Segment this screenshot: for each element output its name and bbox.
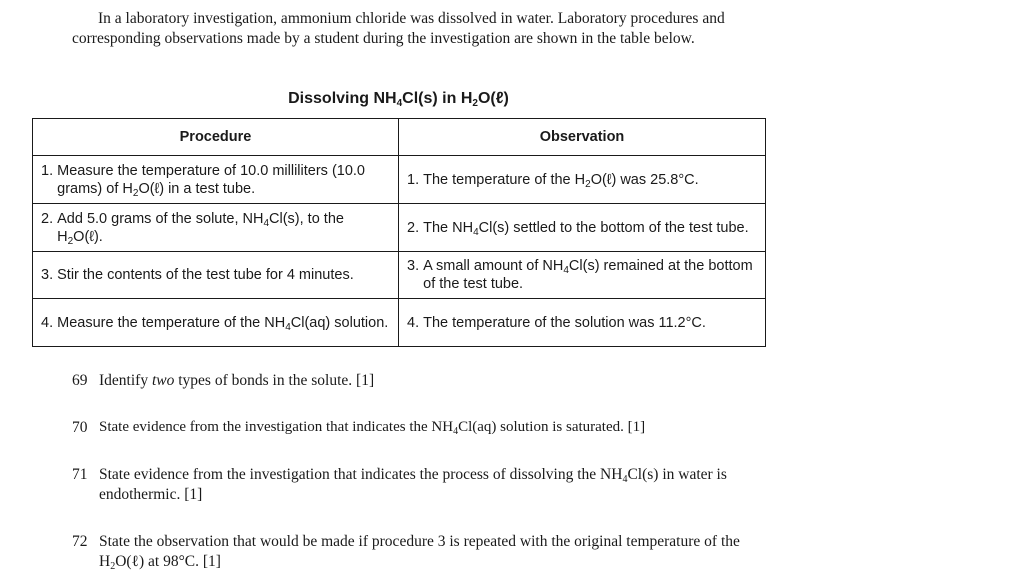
- table-row: [33, 299, 766, 347]
- question-number: 70: [72, 419, 88, 436]
- procedure-cell: 2. Add 5.0 grams of the solute, $NH_4Cl(s)$, to the $H_2O(\ell)$.: [33, 204, 399, 252]
- question-text: State the observation that would be made if procedure 3 is repeated with the original temperature of the $H_2O(\ell)$ at 98°C. [1]: [99, 533, 740, 572]
- table-row: [33, 204, 766, 252]
- observation-cell: 1. The temperature of the $H_2O(\ell)$ was 25.8°C.: [399, 156, 766, 204]
- table-row: [33, 156, 766, 204]
- procedure-cell: 1. Measure the temperature of 10.0 milliliters (10.0 grams) of $H_2O(\ell)$ in a test tube.: [33, 156, 399, 204]
- observation-header: Observation: [399, 119, 766, 156]
- question-number: 71: [72, 466, 88, 483]
- question-number: 72: [72, 533, 88, 550]
- table-title: Dissolving $NH_4Cl(s)$ in $H_2O(\ell)$: [288, 90, 509, 109]
- question-72: [72, 532, 752, 571]
- table-header-row: [33, 119, 766, 156]
- question-70: [72, 418, 752, 438]
- observation-cell: 3. A small amount of $NH_4Cl(s)$ remained at the bottom of the test tube.: [399, 252, 766, 299]
- table-row: [33, 252, 766, 299]
- question-text: State evidence from the investigation that indicates the $NH_4Cl(aq)$ solution is saturated. [1]: [99, 419, 646, 437]
- question-69: [72, 371, 752, 391]
- question-number: 69: [72, 372, 88, 389]
- observation-cell: 2. The $NH_4Cl(s)$ settled to the bottom of the test tube.: [399, 204, 766, 252]
- question-71: [72, 465, 752, 504]
- procedure-cell: 3. Stir the contents of the test tube for 4 minutes.: [33, 252, 399, 299]
- procedure-header: Procedure: [33, 119, 399, 156]
- question-text: State evidence from the investigation that indicates the process of dissolving the $NH_4Cl(s)$ in water is endothermic. [1]: [99, 466, 727, 503]
- question-text: Identify two types of bonds in the solute. [1]: [99, 372, 375, 389]
- procedure-cell: 4. Measure the temperature of the $NH_4Cl(aq)$ solution.: [33, 299, 399, 347]
- procedure-observation-table: [32, 118, 766, 347]
- intro-paragraph: In a laboratory investigation, ammonium chloride was dissolved in water. Laboratory procedures and corresponding observations made by a student during the investigation are shown in the table below.: [72, 10, 725, 47]
- observation-cell: 4. The temperature of the solution was 11.2°C.: [399, 299, 766, 347]
